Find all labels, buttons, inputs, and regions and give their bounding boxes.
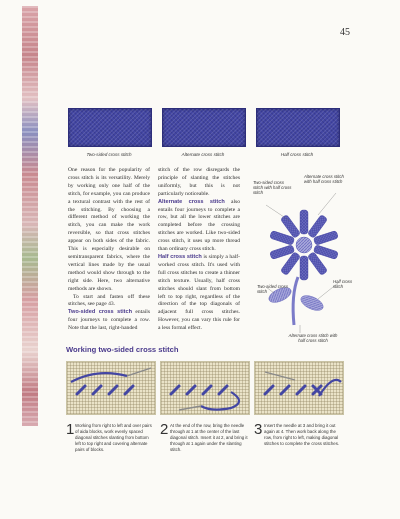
step-2-text: At the end of the row, bring the needle through at 1 at the center of the last diagonal stitch. Insert it at 2, and bring it through at 1 again under the slanting stitch. (170, 423, 248, 452)
body-column-1 (68, 167, 150, 333)
label-two-sided-with-half: Two-sided cross stitch with half cross stitch (253, 180, 292, 196)
half-heading: Half cross stitch (158, 253, 202, 260)
label-two-sided: Two-sided cross stitch (257, 284, 288, 295)
step-3-number: 3 (254, 421, 263, 438)
step-1-diagram (66, 361, 156, 415)
two-sided-paragraph (68, 309, 150, 333)
caption-half: Half cross stitch (280, 152, 314, 157)
step-2-diagram (160, 361, 250, 415)
half-cross-stitch-sample (256, 108, 340, 147)
body-column-2 (158, 167, 240, 333)
facing-page-edge (22, 6, 38, 426)
label-alternate-with-half-top: Alternate cross stitch with half cross stitch (304, 174, 344, 185)
label-half-cross: Half cross stitch (333, 279, 353, 290)
half-paragraph (158, 254, 240, 333)
two-sided-heading: Two-sided cross stitch (68, 309, 133, 316)
step-1-number: 1 (66, 421, 75, 438)
intro-paragraph: One reason for the popularity of cross stitch is its versatility. Merely by working only one half of the stitch, for example, you can produce a textural contrast with the rest of the stitching. By choosing a different method of working the stitch, you can make the work reversible, so that cross stitches appear on both sides of the fabric. This is especially desirable on semitransparent fabrics, where the vertical lines made by the usual method would show through to the right side. Here, two alternative methods are shown. (68, 167, 150, 292)
fasten-off-paragraph: To start and fasten off these stitches, see page 43. (68, 293, 150, 308)
label-alternate-with-half-bottom: Alternate cross stitch with half cross stitch (288, 333, 338, 344)
two-sided-text: entails four journeys to complete a row. Note that the last, right-handed (68, 309, 150, 332)
caption-two-sided: Two-sided cross stitch (86, 152, 132, 157)
flower-sample-illustration (256, 175, 346, 335)
alternate-text: also entails four journeys to complete a row, but all the lower stitches are completed before the crossing stitches are worked. Like two-sided cross stitch, it uses up more thread than ordinary cross stitch. (158, 198, 241, 253)
alternate-heading: Alternate cross stitch (158, 198, 225, 205)
section-heading: Working two-sided cross stitch (66, 345, 179, 354)
caption-alternate: Alternate cross stitch (181, 152, 225, 157)
two-sided-cross-stitch-sample (68, 108, 152, 147)
page-number: 45 (340, 27, 350, 38)
step-3-diagram (254, 361, 344, 415)
alternate-cross-stitch-sample (162, 108, 246, 147)
alternate-paragraph (158, 199, 240, 254)
stitch-row-paragraph: stitch of the row disregards the principle of slanting the stitches uniformly, but this is not particularly noticeable. (158, 167, 240, 197)
half-text: is simply a half-worked cross stitch. It's used with full cross stitches to create a thinner stitch texture. Usually, half cross stitches should slant from bottom left to top right, regardless of the direction of the top diagonals of adjacent full cross stitches. However, you can vary this rule for a less formal effect. (158, 253, 240, 332)
step-3-text: Insert the needle at 3 and bring it out again at 4. Then work back along the row, from right to left, making diagonal stitches to complete the cross stitches. (264, 423, 340, 446)
step-2-number: 2 (160, 421, 169, 438)
step-1-text: Working from right to left and over pairs of aida blocks, work evenly spaced diagonal stitches slanting from bottom left to top right and covering alternate pairs of blocks. (75, 423, 152, 452)
